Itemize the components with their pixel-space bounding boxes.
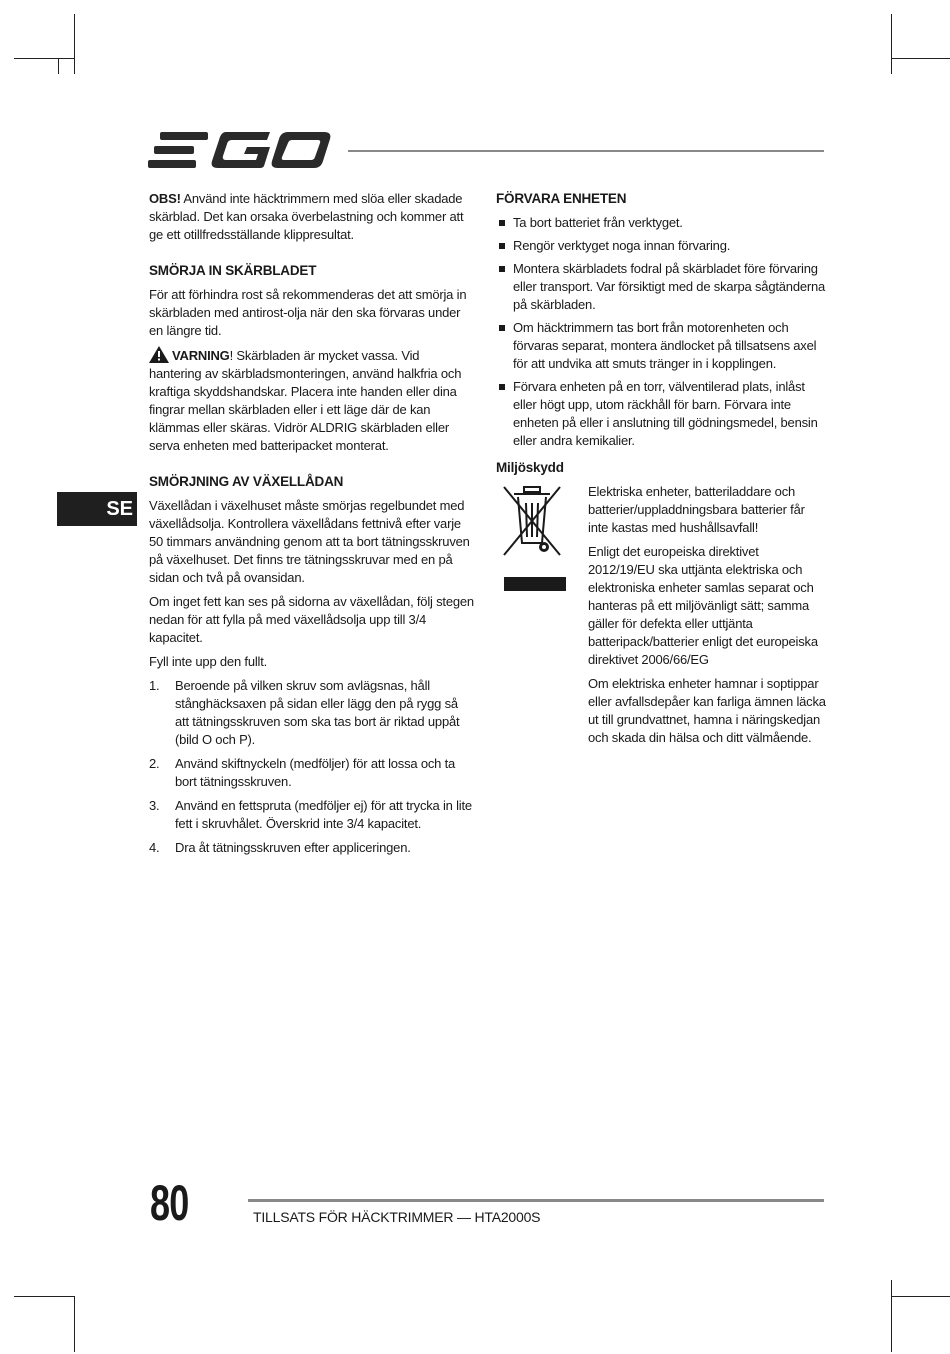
step-text: Dra åt tätningsskruven efter appliceringen. [175,840,411,855]
crop-mark [74,14,75,74]
step-item [149,797,475,833]
step-number: 1. [149,678,160,693]
crop-mark [891,1296,950,1297]
square-bullet-icon [499,243,505,249]
warning-text: ! Skärbladen är mycket vassa. Vid hantering av skärbladsmonteringen, använd halkfria och kraftiga skyddshandskar. Placera inte handen eller dina fingrar mellan skärbladen eller i ett läge där de kan klämmas eller skäras. Vidrör ALDRIG skärbladen eller serva enheten med batteripacket monterat. [149,348,462,453]
warning-paragraph [149,346,475,455]
gearbox-para-2: Om inget fett kan ses på sidorna av växellådan, följ stegen nedan för att fylla på med växellådsolja upp till 3/4 kapacitet. [149,594,474,645]
header-rule [348,150,824,152]
list-item-text: Om häcktrimmern tas bort från motorenheten och förvaras separat, montera ändlocket på tillsatsens axel för att undvika att smuts tränger in i kopplingen. [513,320,817,371]
list-item-text: Montera skärbladets fodral på skärbladet före förvaring eller transport. Var försiktigt med de skarpa sågtänderna på skärbladen. [513,261,826,312]
square-bullet-icon [499,266,505,272]
left-column [149,190,475,863]
step-number: 3. [149,798,160,813]
list-item [496,260,826,314]
list-item-text: Förvara enheten på en torr, välventilerad plats, inlåst eller högt upp, utom räckhåll för barn. Förvara inte enheten på eller i anslutning till gödningsmedel, bensin eller andra kemikalier. [513,379,818,448]
footer-rule [248,1199,824,1202]
crop-mark [891,58,950,59]
env-para-3: Om elektriska enheter hamnar i soptippar eller avfallsdepåer kan farliga ämnen läcka ut till grundvattnet, hamna i näringskedjan och skada din hälsa och ditt välmående. [588,676,826,745]
list-item-text: Rengör verktyget noga innan förvaring. [513,238,731,253]
list-item-text: Ta bort batteriet från verktyget. [513,215,683,230]
env-heading: Miljöskydd [496,460,564,475]
list-item [496,214,826,232]
obs-text: Använd inte häcktrimmern med slöa eller skadade skärblad. Det kan orsaka överbelastning och kommer att ge ett otillfredsställande klippresultat. [149,191,464,242]
crop-mark [891,1280,892,1352]
warning-label: VARNING [172,348,230,363]
step-item [149,677,475,749]
square-bullet-icon [499,325,505,331]
right-column [496,190,826,753]
step-item [149,755,475,791]
square-bullet-icon [499,384,505,390]
env-para-2: Enligt det europeiska direktivet 2012/19/EU ska uttjänta elektriska och elektroniska enheter samlas separat och hanteras på ett miljövänligt sätt; samma gäller för defekta eller uttjänta batteripack/batterier enligt det europeiska direktivet 2006/66/EG [588,544,818,667]
list-item [496,378,826,450]
obs-label: OBS! [149,191,181,206]
store-heading: FÖRVARA ENHETEN [496,191,627,206]
list-item [496,319,826,373]
step-item [149,839,475,857]
list-item [496,237,826,255]
step-text: Använd skiftnyckeln (medföljer) för att lossa och ta bort tätningsskruven. [175,756,456,789]
lube-blade-heading: SMÖRJA IN SKÄRBLADET [149,263,317,278]
step-text: Använd en fettspruta (medföljer ej) för att trycka in lite fett i skruvhålet. Överskrid inte 3/4 kapacitet. [175,798,472,831]
page-number: 80 [150,1175,189,1231]
store-list [496,214,826,450]
env-para-1: Elektriska enheter, batteriladdare och batterier/uppladdningsbara batterier får inte kastas med hushållsavfall! [588,484,805,535]
step-text: Beroende på vilken skruv som avlägsnas, håll stånghäcksaxen på sidan eller lägg den på rygg så att tätningsskruven som ska tas bort är riktad uppåt (bild O och P). [175,678,460,747]
crop-mark [14,58,74,59]
crop-mark [58,58,59,74]
footer-title: TILLSATS FÖR HÄCKTRIMMER — HTA2000S [253,1209,541,1225]
step-number: 4. [149,840,160,855]
crop-mark [891,14,892,74]
gearbox-steps [149,677,475,857]
gearbox-para-1: Växellådan i växelhuset måste smörjas regelbundet med växellådsolja. Kontrollera växellådans fettnivå efter varje 50 timmars användning genom att ta bort tätningsskruven på växelhuset. Det finns tre tätningsskruvar med en på sidan och två på ovansidan. [149,498,470,585]
crop-mark [74,1296,75,1352]
language-tab: SE [57,492,137,526]
gearbox-heading: SMÖRJNING AV VÄXELLÅDAN [149,474,344,489]
obs-paragraph [149,190,475,244]
crop-mark [14,1296,74,1297]
ego-logo [148,128,332,172]
warning-triangle-icon [149,346,169,363]
lube-blade-text: För att förhindra rost så rekommenderas det att smörja in skärbladen med antirost-olja när den ska förvaras under en längre tid. [149,287,467,338]
square-bullet-icon [499,220,505,226]
env-section [496,483,826,747]
crossed-bin-icon [496,483,568,593]
step-number: 2. [149,756,160,771]
env-text [588,483,826,747]
gearbox-para-3: Fyll inte upp den fullt. [149,654,268,669]
